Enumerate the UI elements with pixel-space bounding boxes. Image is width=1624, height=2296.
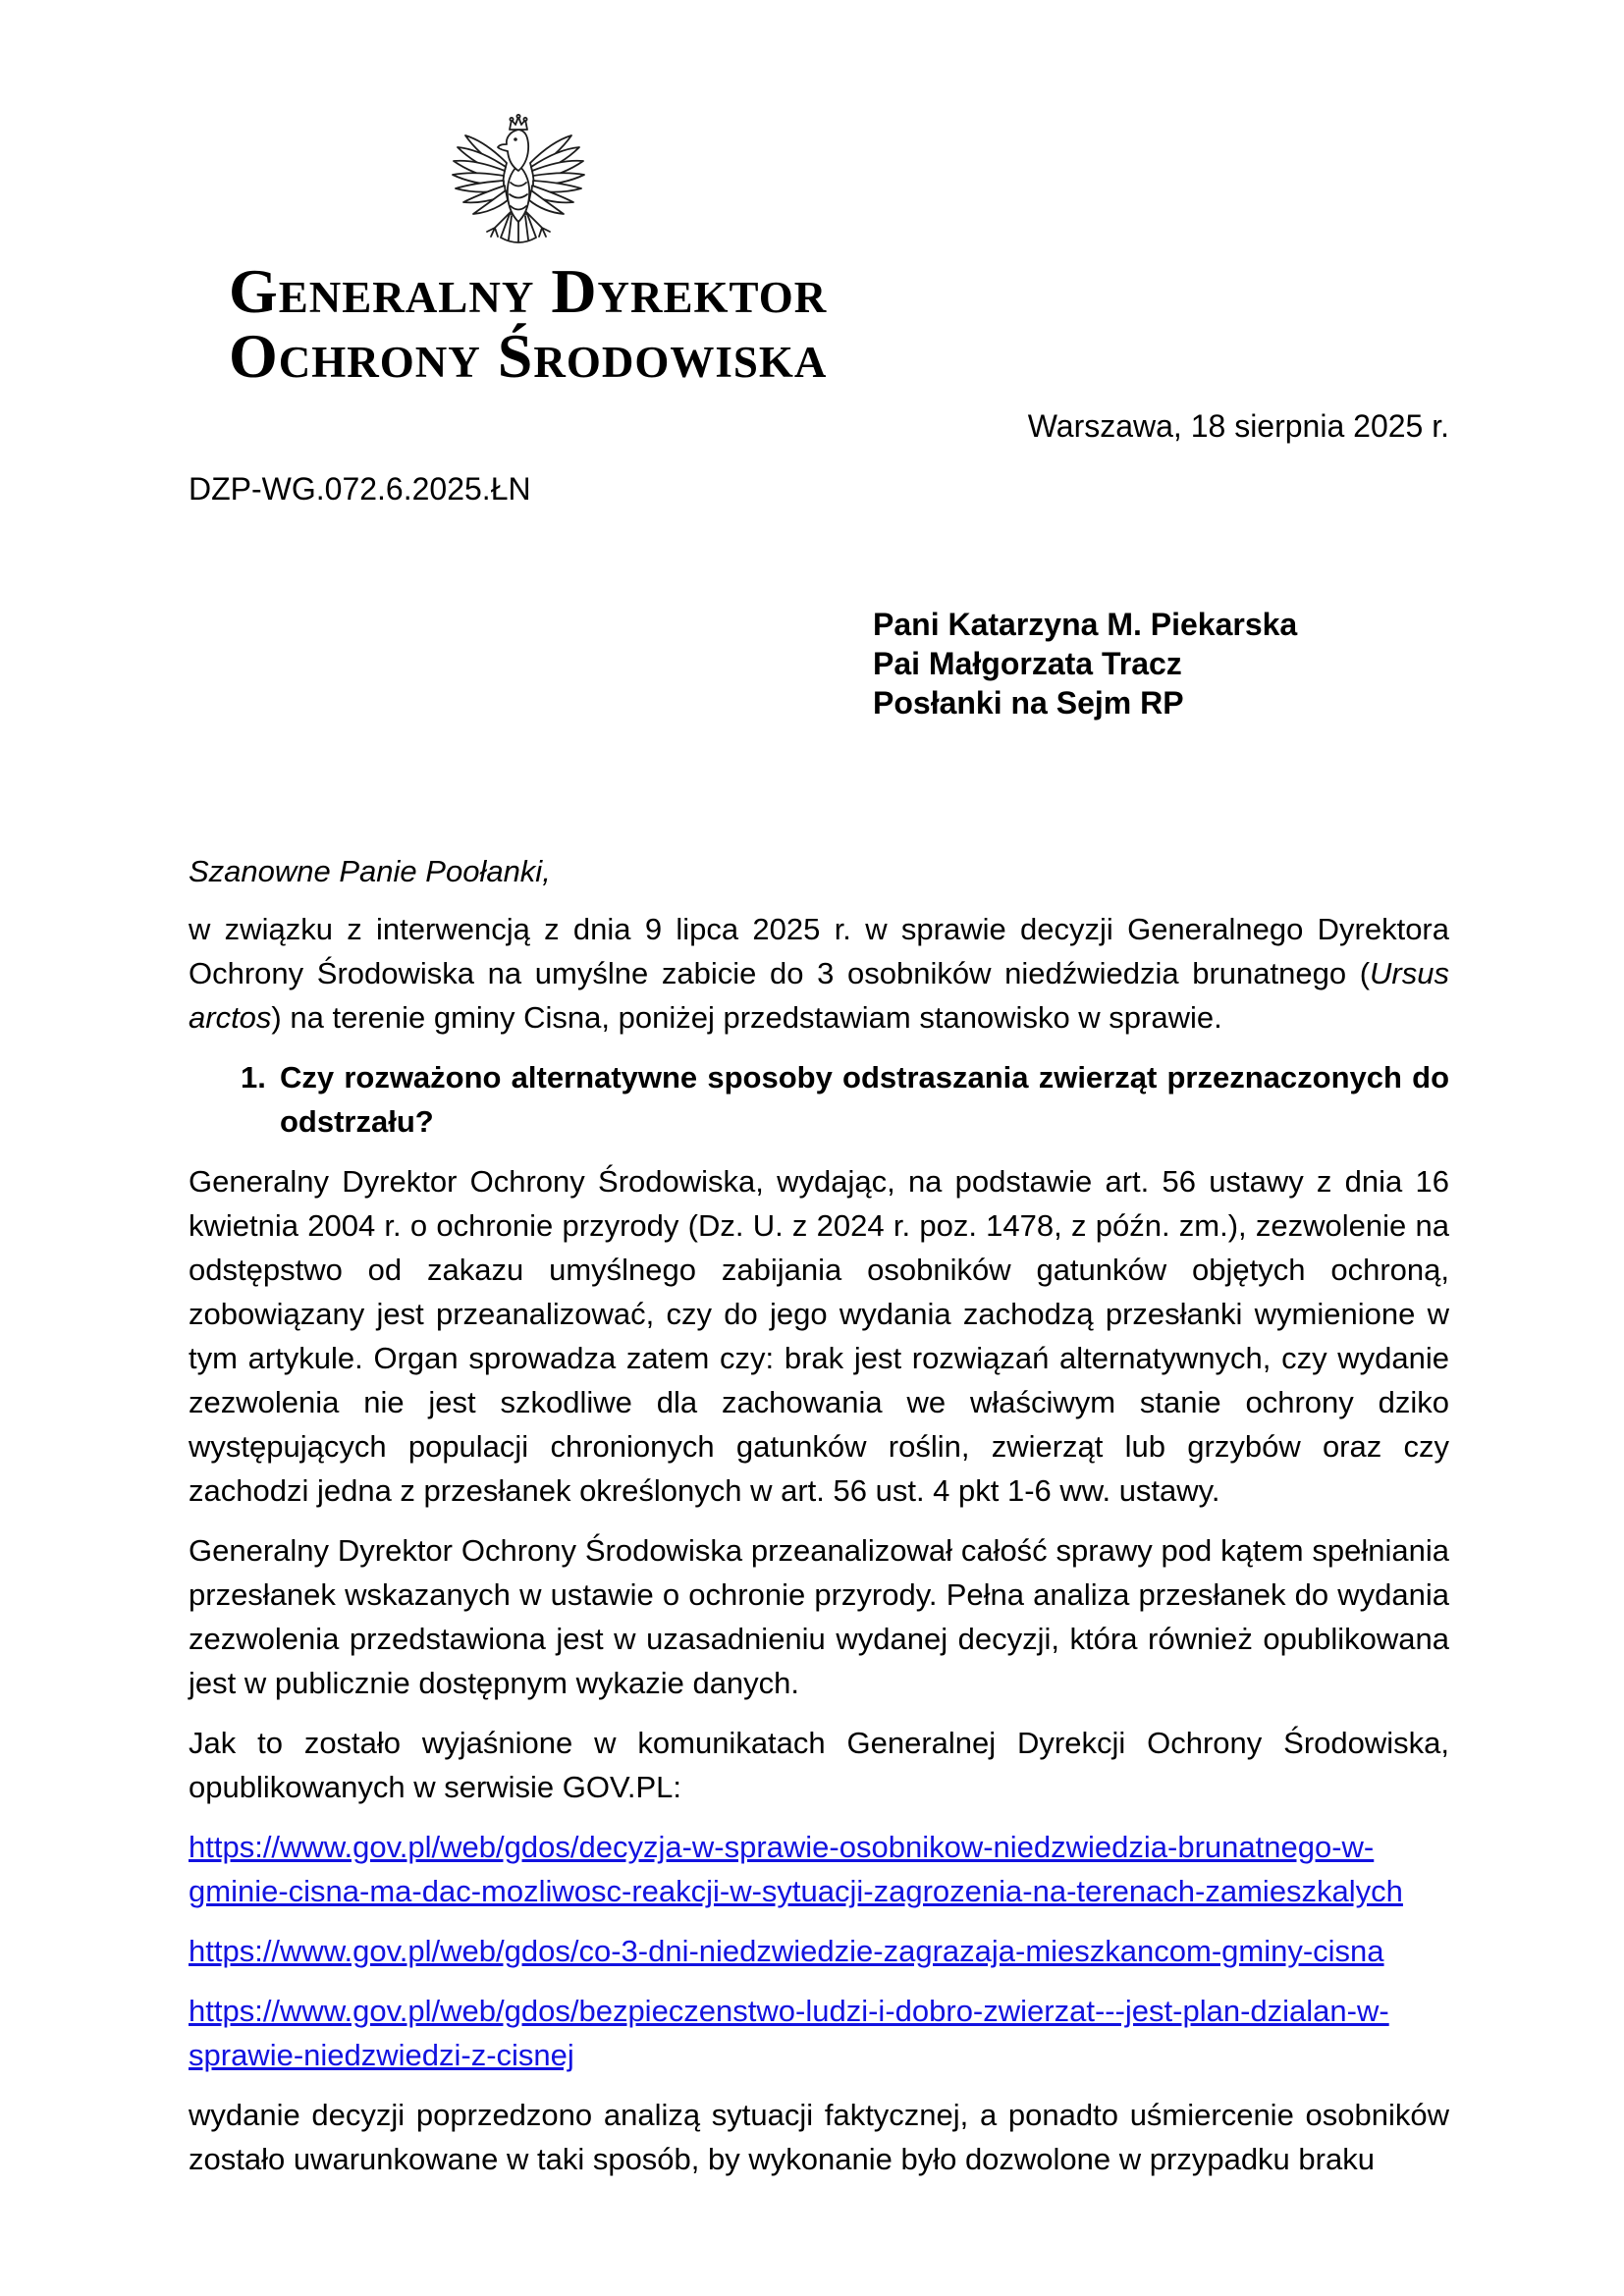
recipients-block (873, 605, 1449, 722)
intro-paragraph (189, 907, 1449, 1040)
link-paragraph-3 (189, 1989, 1449, 2077)
question-number: 1. (241, 1060, 266, 1095)
recipient-line-1: Pani Katarzyna M. Piekarska (873, 607, 1298, 642)
paragraph-final: wydanie decyzji poprzedzono analizą sytuacji faktycznej, a ponadto uśmiercenie osobników zostało uwarunkowane w taki sposób, by wykonanie było dozwolone w przypadku braku (189, 2098, 1449, 2176)
page-title-line1: Generalny Dyrektor (229, 256, 828, 326)
page-title-line2: Ochrony Środowiska (229, 321, 828, 391)
place-date-line: Warszawa, 18 sierpnia 2025 r. (1027, 408, 1449, 444)
reference-number: DZP-WG.072.6.2025.ŁN (189, 471, 531, 507)
question-text: Czy rozważono alternatywne sposoby odstraszania zwierząt przeznaczonych do odstrzału? (280, 1060, 1449, 1139)
recipient-line-3: Posłanki na Sejm RP (873, 685, 1184, 721)
intro-text-before: w związku z interwencją z dnia 9 lipca 2025 r. w sprawie decyzji Generalnego Dyrektora Ochrony Środowiska na umyślne zabicie do 3 osobników niedźwiedzia brunatnego ( (189, 912, 1449, 990)
intro-text-after: ) na terenie gminy Cisna, poniżej przedstawiam stanowisko w sprawie. (271, 1000, 1222, 1035)
link-paragraph-1 (189, 1825, 1449, 1913)
page-title (229, 256, 857, 391)
species-latin-name: Ursus arctos (189, 956, 1449, 1035)
polish-eagle-emblem-icon (450, 114, 587, 243)
gov-pl-link-decision[interactable]: https://www.gov.pl/web/gdos/decyzja-w-sprawie-osobnikow-niedzwiedzia-brunatnego-w-gminie-cisna-ma-dac-mozliwosc-reakcji-w-sytuacji-zagrozenia-na-terenach-zamieszkalych (189, 1830, 1403, 1908)
recipient-line-2: Pai Małgorzata Tracz (873, 646, 1182, 681)
link-paragraph-2 (189, 1929, 1449, 1973)
salutation: Szanowne Panie Poołanki, (189, 854, 551, 888)
question-item-1 (189, 1055, 1449, 1144)
emblem-wrap (229, 114, 808, 243)
paragraph-analysis: Generalny Dyrektor Ochrony Środowiska przeanalizował całość sprawy pod kątem spełniania przesłanek wskazanych w ustawie o ochronie przyrody. Pełna analiza przesłanek do wydania zezwolenia przedstawiona jest w uzasadnieniu wydanej decyzji, która również opublikowana jest w publicznie dostępnym wykazie danych. (189, 1533, 1449, 1700)
paragraph-art56: Generalny Dyrektor Ochrony Środowiska, wydając, na podstawie art. 56 ustawy z dnia 16 kwietnia 2004 r. o ochronie przyrody (Dz. U. z 2024 r. poz. 1478, z późn. zm.), zezwolenie na odstępstwo od zakazu umyślnego zabijania osobników gatunków objętych ochroną, zobowiązany jest przeanalizować, czy do jego wydania zachodzą przesłanki wymienione w tym artykule. Organ sprowadza zatem czy: brak jest rozwiązań alternatywnych, czy wydanie zezwolenia nie jest szkodliwe dla zachowania we właściwym stanie ochrony dziko występujących populacji chronionych gatunków roślin, zwierząt lub grzybów oraz czy zachodzi jedna z przesłanek określonych w art. 56 ust. 4 pkt 1-6 ww. ustawy. (189, 1164, 1449, 1508)
paragraph-govpl-communications: Jak to zostało wyjaśnione w komunikatach Generalnej Dyrekcji Ochrony Środowiska, opublikowanych w serwisie GOV.PL: (189, 1726, 1449, 1804)
gov-pl-link-action-plan[interactable]: https://www.gov.pl/web/gdos/bezpieczenstwo-ludzi-i-dobro-zwierzat---jest-plan-dzialan-w-sprawie-niedzwiedzi-z-cisnej (189, 1994, 1389, 2072)
gov-pl-link-every-3-days[interactable]: https://www.gov.pl/web/gdos/co-3-dni-niedzwiedzie-zagrazaja-mieszkancom-gminy-cisna (189, 1934, 1384, 1968)
letterhead (229, 114, 857, 389)
